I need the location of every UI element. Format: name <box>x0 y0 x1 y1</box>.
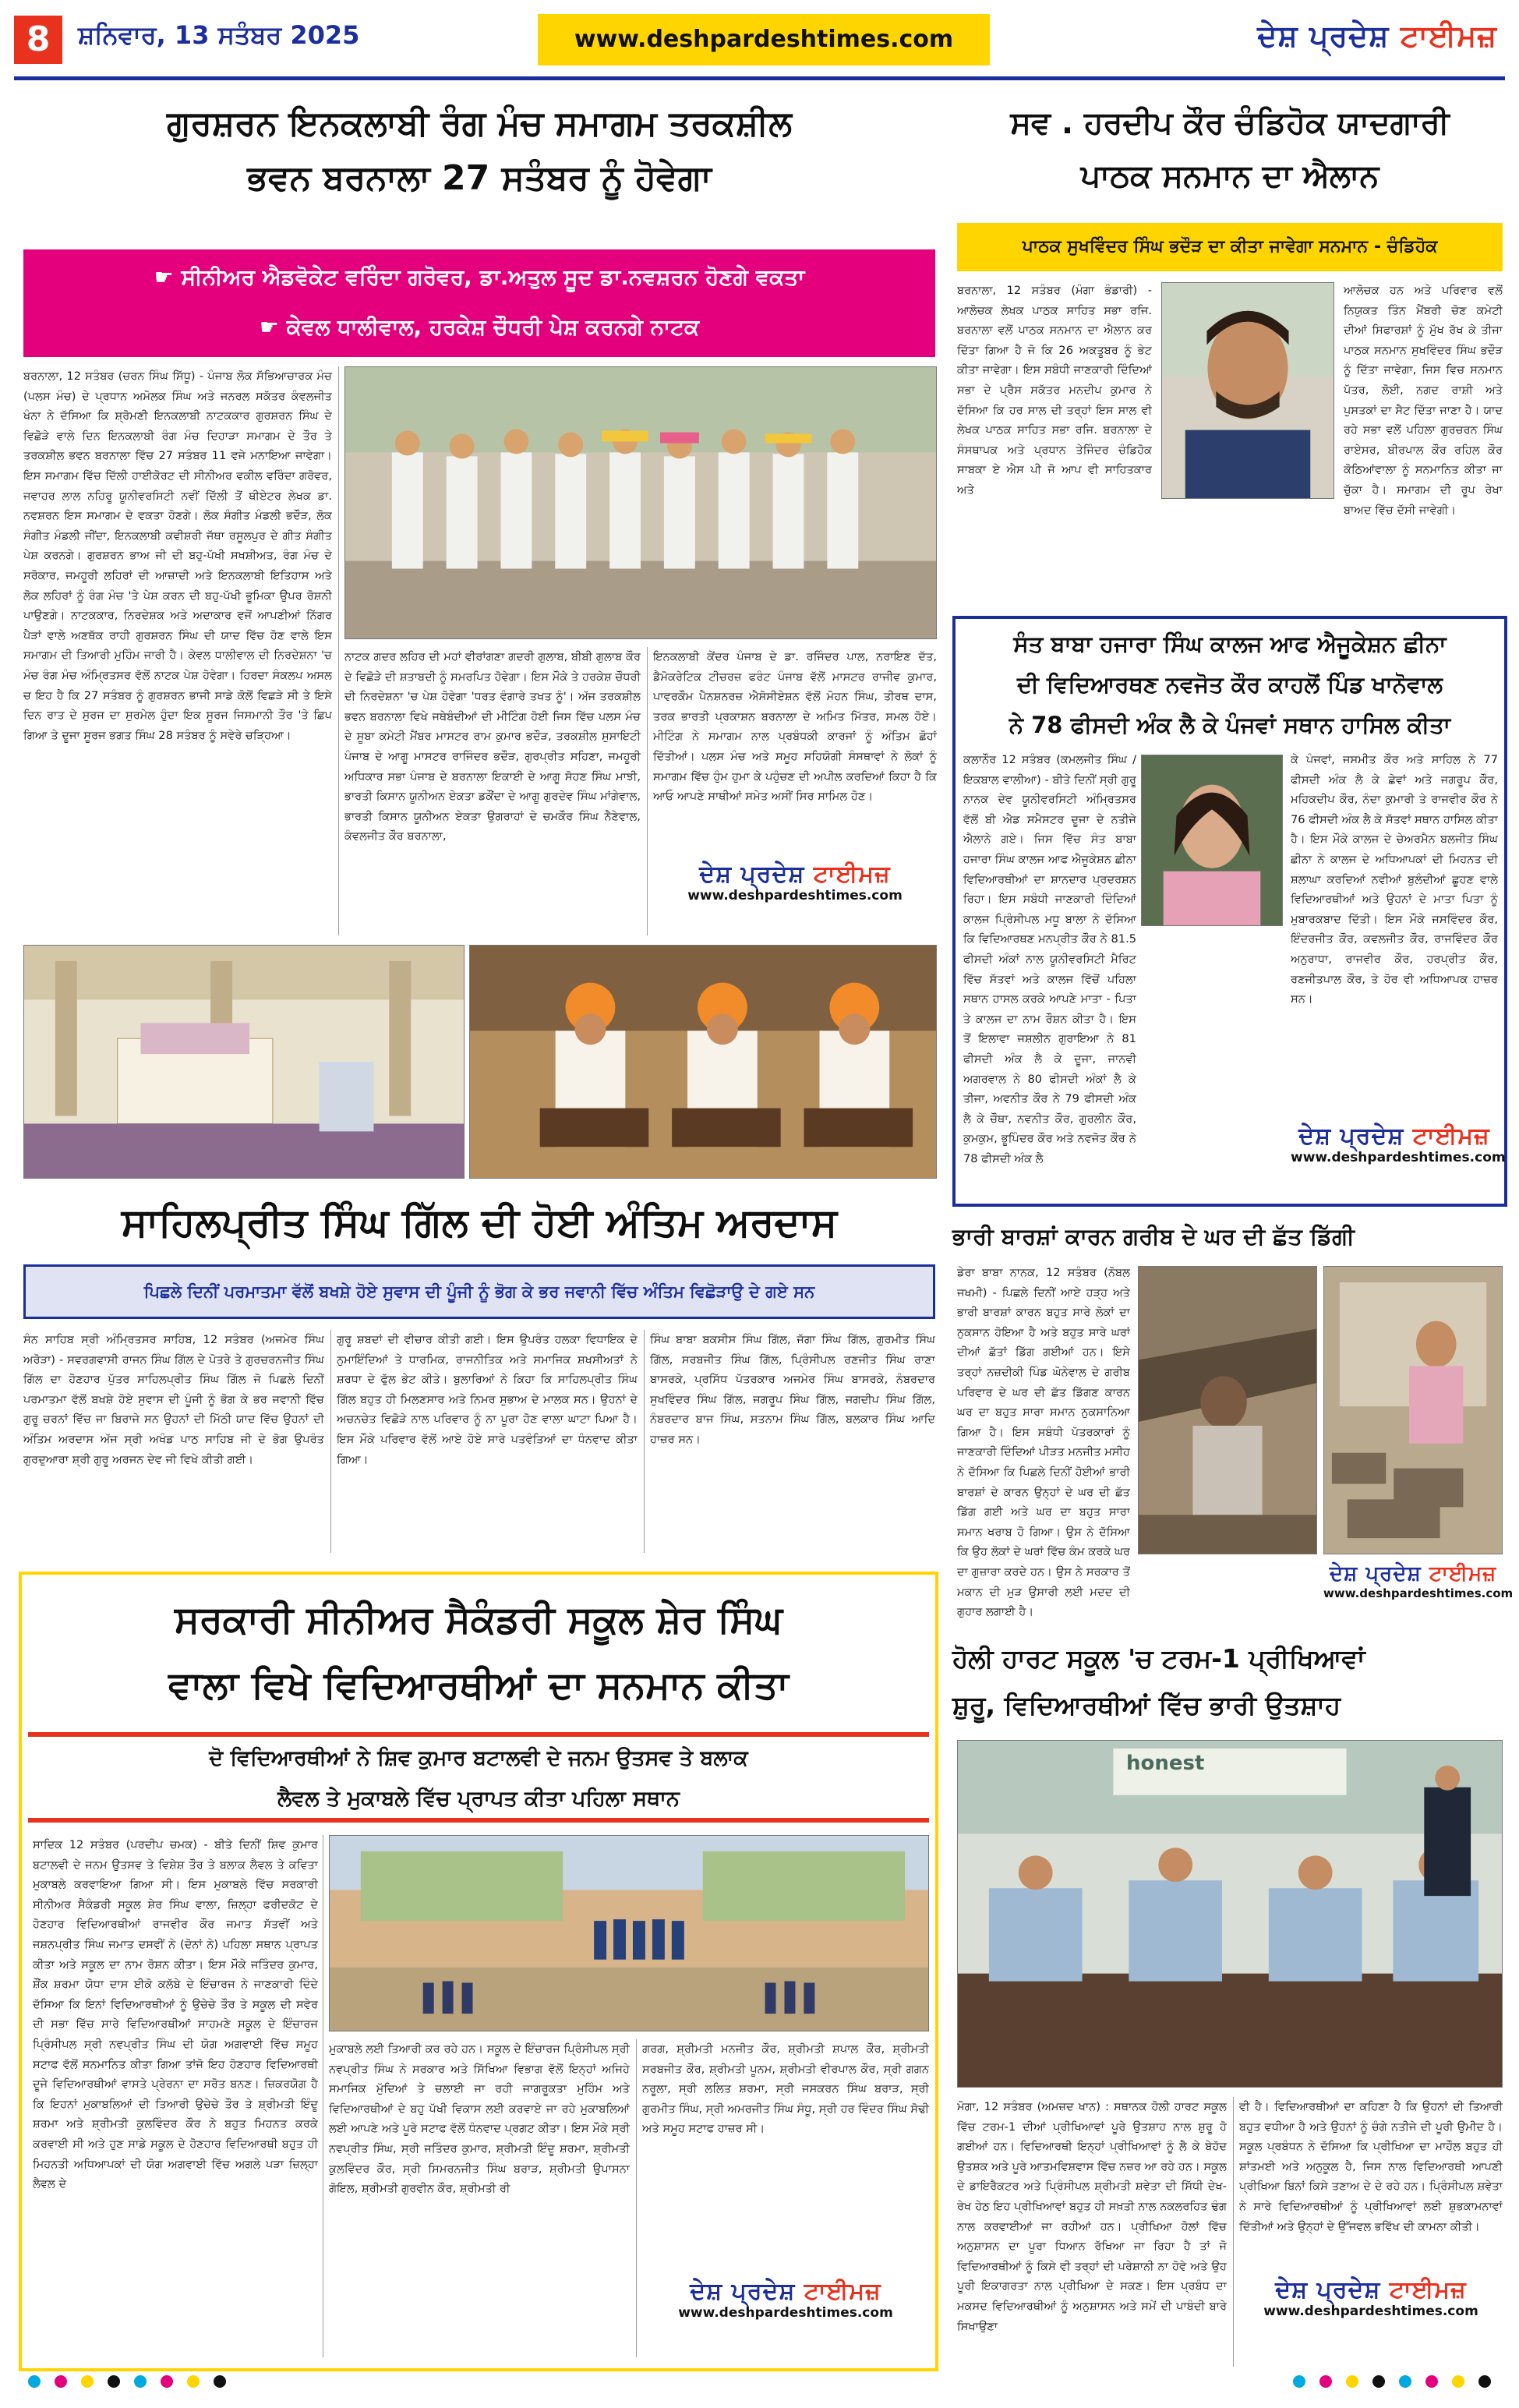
article6-headline-line1: ਸਰਕਾਰੀ ਸੀਨੀਅਰ ਸੈਕੰਡਰੀ ਸਕੂਲ ਸ਼ੇਰ ਸਿੰਘ <box>175 1598 782 1642</box>
masthead-brand <box>1257 19 1497 54</box>
brand-name-part1: ਦੇਸ਼ ਪ੍ਰਦੇਸ਼ <box>1257 19 1390 53</box>
article6-headline <box>28 1587 929 1718</box>
article2-headline-line1: ਸਵ . ਹਰਦੀਪ ਕੌਰ ਚੰਡਿਹੋਕ ਯਾਦਗਾਰੀ <box>1010 105 1450 141</box>
stamp-url[interactable]: www.deshpardeshtimes.com <box>687 888 903 903</box>
article1-column-2: ਨਾਟਕ ਗਦਰ ਲਹਿਰ ਦੀ ਮਹਾਂ ਵੀਰਾਂਗਣਾ ਗਦਰੀ ਗੁਲਾਬ, ਬੀਬੀ ਗੁਲਾਬ ਕੌਰ ਦੇ ਵਿਛੋੜੇ ਦੀ ਸ਼ਤਾਬਦੀ ਨੂੰ ਸਮਰਪਿਤ ਹੋਵੇਗਾ। ਇਸ ਮੌਕੇ ਤੇ ਹਰਕੇਸ਼ ਚੌਧਰੀ ਦੀ ਨਿਰਦੇਸ਼ਨਾ 'ਚ ਪੇਸ਼ ਹੋਵੇਗਾ 'ਧਰਤ ਵੰਗਾਰੇ ਤਖਤ ਨੂੰ'। ਅੱਜ ਤਰਕਸ਼ੀਲ ਭਵਨ ਬਰਨਾਲਾ ਵਿਖੇ ਜਥੇਬੰਦੀਆਂ ਦੀ ਮੀਟਿੰਗ ਹੋਈ ਜਿਸ ਵਿੱਚ ਪਲਸ ਮੰਚ ਦੇ ਸੂਬਾ ਕਮੇਟੀ ਮੈਂਬਰ ਮਾਸਟਰ ਰਾਮ ਕੁਮਾਰ ਭਦੌੜ, ਤਰਕਸ਼ੀਲ ਸੁਸਾਇਟੀ ਪੰਜਾਬ ਦੇ ਆਗੂ ਮਾਸਟਰ ਰਾਜਿੰਦਰ ਭਦੌੜ, ਗੁਰਪ੍ਰੀਤ ਸਹਿਣਾ, ਜਮਹੂਰੀ ਅਧਿਕਾਰ ਸਭਾ ਪੰਜਾਬ ਦੇ ਬਰਨਾਲਾ ਇਕਾਈ ਦੇ ਆਗੂ ਸੋਹਣ ਸਿੰਘ ਮਾਝੀ, ਭਾਰਤੀ ਕਿਸਾਨ ਯੂਨੀਅਨ ਏਕਤਾ ਡਕੌਂਦਾ ਦੇ ਆਗੂ ਗੁਰਦੇਵ ਸਿੰਘ ਮਾਂਗੇਵਾਲ, ਭਾਰਤੀ ਕਿਸਾਨ ਯੂਨੀਅਨ ਏਕਤਾ ਉਗਰਾਹਾਂ ਦੇ ਚਮਕੌਰ ਸਿੰਘ ਨੈਣੇਵਾਲ, ਕੰਵਲਜੀਤ ਕੌਰ ਬਰਨਾਲਾ, <box>344 650 641 843</box>
article5-headline: ਭਾਰੀ ਬਾਰਸ਼ਾਂ ਕਾਰਨ ਗਰੀਬ ਦੇ ਘਰ ਦੀ ਛੱਤ ਡਿੱਗੀ <box>952 1223 1355 1250</box>
article2-kicker: ਪਾਠਕ ਸੁਖਵਿੰਦਰ ਸਿੰਘ ਭਦੌੜ ਦਾ ਕੀਤਾ ਜਾਵੇਗਾ ਸਨਮਾਨ - ਚੰਡਿਹੋਕ <box>957 223 1503 271</box>
article5-column-1: ਡੇਰਾ ਬਾਬਾ ਨਾਨਕ, 12 ਸਤੰਬਰ (ਨੋਬਲ ਜਖਮੀ) - ਪਿਛਲੇ ਦਿਨੀਂ ਆਏ ਹੜ੍ਹ ਅਤੇ ਭਾਰੀ ਬਾਰਸ਼ਾਂ ਕਾਰਨ ਬਹੁਤ ਸਾਰੇ ਲੋਕਾਂ ਦਾ ਨੁਕਸਾਨ ਹੋਇਆ ਹੈ ਅਤੇ ਬਹੁਤ ਸਾਰੇ ਘਰਾਂ ਦੀਆਂ ਛੱਤਾਂ ਡਿੱਗ ਗਈਆਂ ਹਨ। ਇਸੇ ਤਰ੍ਹਾਂ ਨਜ਼ਦੀਕੀ ਪਿੰਡ ਘੋਨੇਵਾਲ ਦੇ ਗਰੀਬ ਪਰਿਵਾਰ ਦੇ ਘਰ ਦੀ ਛੱਤ ਡਿੱਗਣ ਕਾਰਨ ਘਰ ਦਾ ਬਹੁਤ ਸਾਰਾ ਸਮਾਨ ਨੁਕਸਾਨਿਆ ਗਿਆ ਹੈ। ਇਸ ਸਬੰਧੀ ਪੱਤਰਕਾਰਾਂ ਨੂੰ ਜਾਣਕਾਰੀ ਦਿੰਦਿਆਂ ਪੀੜਤ ਮਨਜੀਤ ਮਸੀਹ ਨੇ ਦੱਸਿਆ ਕਿ ਪਿਛਲੇ ਦਿਨੀਂ ਹੋਈਆਂ ਭਾਰੀ ਬਾਰਸ਼ਾਂ ਦੇ ਕਾਰਨ ਉਨ੍ਹਾਂ ਦੇ ਘਰ ਦੀ ਛੱਤ ਡਿੱਗ ਗਈ ਅਤੇ ਘਰ ਦਾ ਬਹੁਤ ਸਾਰਾ ਸਮਾਨ ਖਰਾਬ ਹੋ ਗਿਆ। ਉਸ ਨੇ ਦੱਸਿਆ ਕਿ ਉਹ ਲੋਕਾਂ ਦੇ ਘਰਾਂ ਵਿੱਚ ਕੰਮ ਕਰਕੇ ਘਰ ਦਾ ਗੁਜ਼ਾਰਾ ਕਰਦੇ ਹਨ। ਉਸ ਨੇ ਸਰਕਾਰ ਤੋਂ ਮਕਾਨ ਦੀ ਮੁੜ ਉਸਾਰੀ ਲਈ ਮਦਦ ਦੀ ਗੁਹਾਰ ਲਗਾਈ ਹੈ। <box>957 1266 1130 1619</box>
article2-column-2: ਆਲੋਚਕ ਹਨ ਅਤੇ ਪਰਿਵਾਰ ਵਲੋਂ ਨਿਯੁਕਤ ਤਿੰਨ ਮੈਂਬਰੀ ਚੋਣ ਕਮੇਟੀ ਦੀਆਂ ਸਿਫਾਰਸ਼ਾਂ ਨੂੰ ਮੁੱਖ ਰੱਖ ਕੇ ਤੀਜਾ ਪਾਠਕ ਸਨਮਾਨ ਸੁਖਵਿੰਦਰ ਸਿੰਘ ਭਦੌੜ ਨੂੰ ਦਿੱਤਾ ਜਾਵੇਗਾ, ਜਿਸ ਵਿਚ ਸਨਮਾਨ ਪੱਤਰ, ਲੋਈ, ਨਗਦ ਰਾਸ਼ੀ ਅਤੇ ਪੁਸਤਕਾਂ ਦਾ ਸੈਟ ਦਿੱਤਾ ਜਾਣਾ ਹੈ। ਯਾਦ ਰਹੇ ਸਭਾ ਵਲੋਂ ਪਹਿਲਾ ਗੁਰਚਰਨ ਸਿੰਘ ਰਾਏਸਰ, ਬੀਰਪਾਲ ਕੌਰ ਰਹਿਲ ਕੌਰ ਕੋਠਿਆਂਵਾਲਾ ਨੂੰ ਸਨਮਾਨਿਤ ਕੀਤਾ ਜਾ ਚੁੱਕਾ ਹੈ। ਸਮਾਗਮ ਦੀ ਰੂਪ ਰੇਖਾ ਬਾਅਦ ਵਿੱਚ ਦੱਸੀ ਜਾਵੇਗੀ। <box>1344 284 1503 517</box>
stamp-brand-part2: ਟਾਈਮਜ਼ <box>1429 1562 1497 1586</box>
color-dot <box>187 2375 200 2388</box>
stamp-url[interactable]: www.deshpardeshtimes.com <box>678 2305 893 2321</box>
article6-headline-line2: ਵਾਲਾ ਵਿਖੇ ਵਿਦਿਆਰਥੀਆਂ ਦਾ ਸਨਮਾਨ ਕੀਤਾ <box>168 1664 789 1707</box>
article1-headline <box>23 97 935 206</box>
stamp-brand-part1: ਦੇਸ਼ ਪ੍ਰਦੇਸ਼ <box>1275 2276 1381 2304</box>
masthead-url[interactable]: www.deshpardeshtimes.com <box>538 14 990 65</box>
article6-column-3: ਗਰਗ, ਸ਼੍ਰੀਮਤੀ ਮਨਜੀਤ ਕੌਰ, ਸ਼੍ਰੀਮਤੀ ਸ਼ਪਾਲ ਕੌਰ, ਸ਼੍ਰੀਮਤੀ ਸਰਬਜੀਤ ਕੌਰ, ਸ਼੍ਰੀਮਤੀ ਪੂਨਮ, ਸ਼੍ਰੀਮਤੀ ਵੀਰਪਾਲ ਕੌਰ, ਸ੍ਰੀ ਗਗਨ ਨਰੂਲਾ, ਸ੍ਰੀ ਲਲਿਤ ਸ਼ਰਮਾ, ਸ੍ਰੀ ਜਸਕਰਨ ਸਿੰਘ ਬਰਾੜ, ਸ੍ਰੀ ਗੁਰਮੀਤ ਸਿੰਘ, ਸ੍ਰੀ ਅਮਰਜੀਤ ਸਿੰਘ ਸੰਧੂ, ਸ੍ਰੀ ਹਰ ਵਿੰਦਰ ਸਿੰਘ ਸੋਢੀ ਅਤੇ ਸਮੂਹ ਸਟਾਫ ਹਾਜ਼ਰ ਸੀ। <box>642 2042 929 2136</box>
page-number: 8 <box>14 16 62 64</box>
article4-kicker: ਪਿਛਲੇ ਦਿਨੀਂ ਪਰਮਾਤਮਾ ਵੱਲੋਂ ਬਖਸ਼ੇ ਹੋਏ ਸੁਵਾਸ ਦੀ ਪੂੰਜੀ ਨੂੰ ਭੋਗ ਕੇ ਭਰ ਜਵਾਨੀ ਵਿੱਚ ਅੰਤਿਮ ਵਿਛੋੜਾਉ ਦੇ ਗਏ ਸਨ <box>23 1264 935 1319</box>
article4-column-1: ਸੰਨ ਸਾਹਿਬ ਸ੍ਰੀ ਅੰਮ੍ਰਿਤਸਰ ਸਾਹਿਬ, 12 ਸਤੰਬਰ (ਅਜਮੇਰ ਸਿੰਘ ਅਰੋੜਾ) - ਸਵਰਗਵਾਸੀ ਰਾਜਨ ਸਿੰਘ ਗਿੱਲ ਦੇ ਪੋਤਰੇ ਤੇ ਗੁਰਚਰਨਜੀਤ ਸਿੰਘ ਗਿੱਲ ਦਾ ਹੋਣਹਾਰ ਪੁੱਤਰ ਸਾਹਿਲਪ੍ਰੀਤ ਸਿੰਘ ਗਿੱਲ ਜੋ ਪਿਛਲੇ ਦਿਨੀਂ ਪਰਮਾਤਮਾ ਵੱਲੋਂ ਬਖਸ਼ੇ ਹੋਏ ਸੁਵਾਸ ਦੀ ਪੂੰਜੀ ਨੂੰ ਭੋਗ ਕੇ ਭਰ ਜਵਾਨੀ ਵਿੱਚ ਗੁਰੂ ਚਰਨਾਂ ਵਿੱਚ ਜਾ ਬਿਰਾਜੇ ਸਨ ਉਹਨਾਂ ਦੀ ਮਿੱਠੀ ਯਾਦ ਵਿੱਚ ਉਹਨਾਂ ਦੀ ਅੰਤਿਮ ਅਰਦਾਸ ਅੱਜ ਸ੍ਰੀ ਅਖੰਡ ਪਾਠ ਸਾਹਿਬ ਜੀ ਦੇ ਭੋਗ ਉਪਰੰਤ ਗੁਰਦੁਆਰਾ ਸ਼੍ਰੀ ਗੁਰੂ ਅਰਜਨ ਦੇਵ ਜੀ ਵਿਖੇ ਕੀਤੀ ਗਈ। <box>23 1333 324 1466</box>
article3-headline <box>960 624 1500 745</box>
exam-hall-illustration <box>958 1741 1502 2087</box>
article5-collapsed-roof-photo <box>1138 1266 1317 1554</box>
footer-color-dots-left <box>28 2375 226 2388</box>
article2-column-1: ਬਰਨਾਲਾ, 12 ਸਤੰਬਰ (ਮੰਗਾ ਭੰਡਾਰੀ) - ਆਲੋਚਕ ਲੇਖਕ ਪਾਠਕ ਸਾਹਿਤ ਸਭਾ ਰਜਿ. ਬਰਨਾਲਾ ਵਲੋਂ ਪਾਠਕ ਸਨਮਾਨ ਦਾ ਐਲਾਨ ਕਰ ਦਿੱਤਾ ਗਿਆ ਹੈ ਜੋ ਕਿ 26 ਅਕਤੂਬਰ ਨੂੰ ਭੇਟ ਕੀਤਾ ਜਾਵੇਗਾ। ਇਸ ਸਬੰਧੀ ਜਾਣਕਾਰੀ ਦਿੰਦਿਆਂ ਸਭਾ ਦੇ ਪ੍ਰੈਸ ਸਕੱਤਰ ਮਨਦੀਪ ਕੁਮਾਰ ਨੇ ਦੱਸਿਆ ਕਿ ਹਰ ਸਾਲ ਦੀ ਤਰ੍ਹਾਂ ਇਸ ਸਾਲ ਵੀ ਲੇਖਕ ਪਾਠਕ ਸਾਹਿਤ ਸਭਾ ਰਜਿ. ਬਰਨਾਲਾ ਦੇ ਸੰਸਥਾਪਕ ਅਤੇ ਪ੍ਰਧਾਨ ਤੇਜਿੰਦਰ ਚੰਡਿਹੋਕ ਸਾਬਕਾ ਏ ਐਸ ਪੀ ਜੋ ਆਪ ਵੀ ਸਾਹਿਤਕਾਰ ਅਤੇ <box>957 284 1152 497</box>
column-divider <box>338 366 339 935</box>
article1-column-1: ਬਰਨਾਲਾ, 12 ਸਤੰਬਰ (ਚਰਨ ਸਿੰਘ ਸਿੱਧੂ) - ਪੰਜਾਬ ਲੋਕ ਸੱਭਿਆਚਾਰਕ ਮੰਚ (ਪਲਸ ਮੰਚ) ਦੇ ਪ੍ਰਧਾਨ ਅਮੋਲਕ ਸਿੰਘ ਅਤੇ ਜਨਰਲ ਸਕੱਤਰ ਕੰਵਲਜੀਤ ਖੰਨਾ ਨੇ ਦੱਸਿਆ ਕਿ ਸ਼੍ਰੋਮਣੀ ਇਨਕਲਾਬੀ ਨਾਟਕਕਾਰ ਗੁਰਸ਼ਰਨ ਸਿੰਘ ਦੇ ਵਿਛੋੜੇ ਵਾਲੇ ਦਿਨ ਇਨਕਲਾਬੀ ਰੰਗ ਮੰਚ ਦਿਹਾੜਾ ਸਮਾਗਮ ਦੇ ਤੌਰ ਤੇ ਤਰਕਸ਼ੀਲ ਭਵਨ ਬਰਨਾਲਾ ਵਿੱਚ 27 ਸਤੰਬਰ 11 ਵਜੇ ਮਨਾਇਆ ਜਾਵੇਗਾ। ਇਸ ਸਮਾਗਮ ਵਿੱਚ ਦਿੱਲੀ ਹਾਈਕੋਰਟ ਦੀ ਸੀਨੀਅਰ ਵਕੀਲ ਵਰਿੰਦਾ ਗਰੋਵਰ, ਜਵਾਹਰ ਲਾਲ ਨਹਿਰੂ ਯੂਨੀਵਰਸਿਟੀ ਨਵੀਂ ਦਿੱਲੀ ਤੋਂ ਥੀਏਟਰ ਲੇਖਕ ਡਾ. ਨਵਸ਼ਰਨ ਇਸ ਸਮਾਗਮ ਦੇ ਵਕਤਾ ਹੋਣਗੇ। ਲੋਕ ਸੰਗੀਤ ਮੰਡਲੀ ਭਦੌੜ, ਲੋਕ ਸੰਗੀਤ ਮੰਡਲੀ ਜੀਂਦਾ, ਇਨਕਲਾਬੀ ਕਵੀਸ਼ਰੀ ਜੱਥਾ ਰਸੂਲਪੁਰ ਦੇ ਗੀਤ ਸੰਗੀਤ ਪੇਸ਼ ਕਰਨਗੇ। ਗੁਰਸ਼ਰਨ ਭਾਅ ਜੀ ਦੀ ਬਹੁ-ਪੱਖੀ ਸਖਸ਼ੀਅਤ, ਰੰਗ ਮੰਚ ਦੇ ਸਰੋਕਾਰ, ਜਮਹੂਰੀ ਲਹਿਰਾਂ ਦੀ ਆਜ਼ਾਦੀ ਅਤੇ ਇਨਕਲਾਬੀ ਇਤਿਹਾਸ ਅਤੇ ਲੋਕ ਲਹਿਰਾਂ ਨੂੰ ਰੰਗ ਮੰਚ 'ਤੇ ਪੇਸ਼ ਕਰਨ ਦੀ ਬਹੁ-ਪੱਖੀ ਭੂਮਿਕਾ ਉਪਰ ਰੋਸ਼ਨੀ ਪਾਉਣਗੇ। ਨਾਟਕਕਾਰ, ਨਿਰਦੇਸ਼ਕ ਅਤੇ ਅਦਾਕਾਰ ਵਜੋਂ ਆਪਣੀਆਂ ਨਿੱਗਰ ਪੈੜਾਂ ਵਾਲੇ ਅਣਥੱਕ ਰਾਹੀ ਗੁਰਸ਼ਰਨ ਸਿੰਘ ਦੀ ਯਾਦ ਵਿੱਚ ਹੋਣ ਵਾਲੇ ਇਸ ਸਮਾਗਮ ਦੀ ਤਿਆਰੀ ਮੁਹਿੰਮ ਜਾਰੀ ਹੈ। ਕੇਵਲ ਧਾਲੀਵਾਲ ਦੀ ਨਿਰਦੇਸ਼ਨਾ 'ਚ ਮੰਚ ਰੰਗ ਮੰਚ ਅੰਮ੍ਰਿਤਸਰ ਵੱਲੋਂ ਨਾਟਕ ਪੇਸ਼ ਹੋਵੇਗਾ। ਹਿਰਦਾ ਸੰਕਲਪ ਅਸਲ ਚ ਇਹ ਹੈ ਕਿ 27 ਸਤੰਬਰ ਨੂੰ ਗੁਰਸ਼ਰਨ ਭਾਜੀ ਸਾਡੇ ਕੋਲੋਂ ਵਿਛੜੇ ਸੀ ਤੇ ਇਸੇ ਦਿਨ ਰਾਤ ਦੇ ਸੁਰਜ ਦਾ ਸੁਰਮੇਲ ਹੁੰਦਾ ਇਕ ਸੂਰਜ ਜਿਸਮਾਨੀ ਤੌਰ 'ਤੇ ਛਿਪ ਗਿਆ ਤੇ ਦੂਜਾ ਸੂਰਜ ਭਗਤ ਸਿੰਘ 28 ਸਤੰਬਰ ਨੂੰ ਸਵੇਰੇ ਚੜ੍ਹਿਆ। <box>23 370 332 742</box>
article1-group-photo <box>344 366 937 639</box>
color-dot <box>134 2375 147 2388</box>
article6-kicker-line2: ਲੈਵਲ ਤੇ ਮੁਕਾਬਲੇ ਵਿੱਚ ਪ੍ਰਾਪਤ ਕੀਤਾ ਪਹਿਲਾ ਸਥਾਨ <box>277 1787 680 1811</box>
masthead-rule <box>14 76 1505 80</box>
article7-column-2: ਵੀ ਹੈ। ਵਿਦਿਆਰਥੀਆਂ ਦਾ ਕਹਿਣਾ ਹੈ ਕਿ ਉਹਨਾਂ ਦੀ ਤਿਆਰੀ ਬਹੁਤ ਵਧੀਆ ਹੈ ਅਤੇ ਉਹਨਾਂ ਨੂੰ ਚੰਗੇ ਨਤੀਜੇ ਦੀ ਪੂਰੀ ਉਮੀਦ ਹੈ। ਸਕੂਲ ਪ੍ਰਬੰਧਨ ਨੇ ਦੱਸਿਆ ਕਿ ਪ੍ਰੀਖਿਆ ਦਾ ਮਾਹੌਲ ਬਹੁਤ ਹੀ ਸ਼ਾਂਤਮਈ ਅਤੇ ਅਨੁਕੂਲ ਹੈ, ਜਿਸ ਨਾਲ ਵਿਦਿਆਰਥੀ ਆਪਣੀ ਪ੍ਰੀਖਿਆ ਬਿਨਾਂ ਕਿਸੇ ਤਣਾਅ ਦੇ ਦੇ ਰਹੇ ਹਨ। ਪ੍ਰਿੰਸੀਪਲ ਸ਼ਵੇਤਾ ਨੇ ਸਾਰੇ ਵਿਦਿਆਰਥੀਆਂ ਨੂੰ ਪ੍ਰੀਖਿਆਵਾਂ ਲਈ ਸ਼ੁਭਕਾਮਨਾਵਾਂ ਦਿੱਤੀਆਂ ਅਤੇ ਉਨ੍ਹਾਂ ਦੇ ਉੱਜਵਲ ਭਵਿੱਖ ਦੀ ਕਾਮਨਾ ਕੀਤੀ। <box>1239 2100 1503 2233</box>
column-divider <box>330 1330 331 1553</box>
article3-column-1: ਕਲਾਨੌਰ 12 ਸਤੰਬਰ (ਕਮਲਜੀਤ ਸਿੰਘ / ਇਕਬਾਲ ਵਾਲੀਆ) - ਬੀਤੇ ਦਿਨੀਂ ਸ੍ਰੀ ਗੁਰੂ ਨਾਨਕ ਦੇਵ ਯੂਨੀਵਰਸਿਟੀ ਅੰਮ੍ਰਿਤਸਰ ਵੱਲੋਂ ਬੀ ਐਡ ਸਮੈਸਟਰ ਦੂਜਾ ਦੇ ਨਤੀਜੇ ਐਲਾਨੇ ਗਏ। ਜਿਸ ਵਿੱਚ ਸੰਤ ਬਾਬਾ ਹਜਾਰਾ ਸਿੰਘ ਕਾਲਜ ਆਫ ਐਜੂਕੇਸ਼ਨ ਛੀਨਾ ਵਿਦਿਆਰਥੀਆਂ ਦਾ ਸ਼ਾਨਦਾਰ ਪ੍ਰਦਰਸ਼ਨ ਰਿਹਾ। ਇਸ ਸਬੰਧੀ ਜਾਣਕਾਰੀ ਦਿੰਦਿਆਂ ਕਾਲਜ ਪ੍ਰਿੰਸੀਪਲ ਮਧੂ ਬਾਲਾ ਨੇ ਦੱਸਿਆ ਕਿ ਵਿਦਿਆਰਥਣ ਮਨਪ੍ਰੀਤ ਕੌਰ ਨੇ 81.5 ਫੀਸਦੀ ਅੰਕਾਂ ਨਾਲ ਯੂਨੀਵਰਸਿਟੀ ਮੈਰਿਟ ਵਿੱਚ ਸੱਤਵਾਂ ਅਤੇ ਕਾਲਜ ਵਿੱਚੋਂ ਪਹਿਲਾ ਸਥਾਨ ਹਾਸਲ ਕਰਕੇ ਆਪਣੇ ਮਾਤਾ - ਪਿਤਾ ਤੇ ਕਾਲਜ ਦਾ ਨਾਮ ਰੌਸ਼ਨ ਕੀਤਾ ਹੈ। ਇਸ ਤੋਂ ਇਲਾਵਾ ਜਸ਼ਲੀਨ ਗੁਰਾਇਆ ਨੇ 81 ਫੀਸਦੀ ਅੰਕ ਲੈ ਕੇ ਦੂਜਾ, ਜਾਨਵੀ ਅਗਰਵਾਲ ਨੇ 80 ਫੀਸਦੀ ਅੰਕਾਂ ਲੈ ਕੇ ਤੀਜਾ, ਅਵਨੀਤ ਕੌਰ ਨੇ 79 ਫੀਸਦੀ ਅੰਕ ਲੈ ਕੇ ਚੌਥਾ, ਨਵਨੀਤ ਕੌਰ, ਗੁਰਲੀਨ ਕੌਰ, ਕੁਮਕੁਮ, ਭੂਪਿੰਦਰ ਕੌਰ ਅਤੇ ਨਵਜੋਤ ਕੌਰ ਨੇ 78 ਫੀਸਦੀ ਅੰਕ ਲੈ <box>963 753 1136 1165</box>
article7-headline-line1: ਹੋਲੀ ਹਾਰਟ ਸਕੂਲ 'ਚ ਟਰਮ-1 ਪ੍ਰੀਖਿਆਵਾਂ <box>952 1643 1365 1674</box>
article7-headline <box>952 1635 1507 1729</box>
collapsed-roof-illustration <box>1139 1267 1316 1554</box>
color-dot <box>1452 2375 1464 2388</box>
article1-headline-line1: ਗੁਰਸ਼ਰਨ ਇਨਕਲਾਬੀ ਰੰਗ ਮੰਚ ਸਮਾਗਮ ਤਰਕਸ਼ੀਲ <box>166 104 793 143</box>
color-dot <box>108 2375 120 2388</box>
color-dot <box>81 2375 94 2388</box>
article4-column-3: ਸਿੰਘ ਬਾਬਾ ਬਕਸੀਸ ਸਿੰਘ ਗਿੱਲ, ਜੱਗਾ ਸਿੰਘ ਗਿੱਲ, ਗੁਰਮੀਤ ਸਿੰਘ ਗਿੱਲ, ਸਰਬਜੀਤ ਸਿੰਘ ਗਿੱਲ, ਪ੍ਰਿੰਸੀਪਲ ਰਣਜੀਤ ਸਿੰਘ ਰਾਣਾ ਬਾਸਰਕੇ, ਪ੍ਰਸਿੱਧ ਪੱਤਰਕਾਰ ਅਜਮੇਰ ਸਿੰਘ ਬਾਸਰਕੇ, ਨੰਬਰਦਾਰ ਸੁਖਵਿੰਦਰ ਸਿੰਘ ਗਿੱਲ, ਜਗਰੂਪ ਸਿੰਘ ਗਿੱਲ, ਜਗਦੀਪ ਸਿੰਘ ਗਿੱਲ, ਨੰਬਰਦਾਰ ਬਾਜ ਸਿੰਘ, ਸਤਨਾਮ ਸਿੰਘ ਗਿੱਲ, ਬਲਕਾਰ ਸਿੰਘ ਆਦਿ ਹਾਜ਼ਰ ਸਨ। <box>650 1333 935 1446</box>
article4-headline: ਸਾਹਿਲਪ੍ਰੀਤ ਸਿੰਘ ਗਿੱਲ ਦੀ ਹੋਈ ਅੰਤਿਮ ਅਰਦਾਸ <box>121 1200 838 1245</box>
portrait-illustration <box>1162 283 1334 498</box>
color-dot <box>1425 2375 1438 2388</box>
column-divider <box>647 647 648 935</box>
article3-headline-line3: ਨੇ 78 ਫੀਸਦੀ ਅੰਕ ਲੈ ਕੇ ਪੰਜਵਾਂ ਸਥਾਨ ਹਾਸਿਲ ਕੀਤਾ <box>1009 712 1451 738</box>
article4-gurdwara-photo <box>23 945 465 1179</box>
article4-column-2: ਗੁਰੂ ਸ਼ਬਦਾਂ ਦੀ ਵੀਚਾਰ ਕੀਤੀ ਗਈ। ਇਸ ਉਪਰੰਤ ਹਲਕਾ ਵਿਧਾਇਕ ਦੇ ਨੁਮਾਇੰਦਿਆਂ ਤੇ ਧਾਰਮਿਕ, ਰਾਜਨੀਤਿਕ ਅਤੇ ਸਮਾਜਿਕ ਸ਼ਖਸੀਅਤਾਂ ਨੇ ਸ਼ਰਧਾ ਦੇ ਫੁੱਲ ਭੇਟ ਕੀਤੇ। ਬੁਲਾਰਿਆਂ ਨੇ ਕਿਹਾ ਕਿ ਸਾਹਿਲਪ੍ਰੀਤ ਸਿੰਘ ਗਿੱਲ ਬਹੁਤ ਹੀ ਮਿਲਣਸਾਰ ਅਤੇ ਨਿਮਰ ਸੁਭਾਅ ਦੇ ਮਾਲਕ ਸਨ। ਉਹਨਾਂ ਦੇ ਅਚਨਚੇਤ ਵਿਛੋੜੇ ਨਾਲ ਪਰਿਵਾਰ ਨੂੰ ਨਾ ਪੂਰਾ ਹੋਣ ਵਾਲਾ ਘਾਟਾ ਪਿਆ ਹੈ। ਇਸ ਮੌਕੇ ਪਰਿਵਾਰ ਵੱਲੋਂ ਆਏ ਹੋਏ ਸਾਰੇ ਪਤਵੰਤਿਆਂ ਦਾ ਧੰਨਵਾਦ ਕੀਤਾ ਗਿਆ। <box>337 1333 638 1466</box>
article7-headline-line2: ਸ਼ੁਰੂ, ਵਿਦਿਆਰਥੀਆਂ ਵਿੱਚ ਭਾਰੀ ਉਤਸ਼ਾਹ <box>952 1690 1341 1720</box>
color-dot <box>1478 2375 1491 2388</box>
color-dot <box>55 2375 67 2388</box>
brand-stamp <box>1323 1562 1514 1625</box>
brand-stamp <box>642 2278 929 2356</box>
article1-kicker-line2: ☛ ਕੇਵਲ ਧਾਲੀਵਾਲ, ਹਰਕੇਸ਼ ਚੌਧਰੀ ਪੇਸ਼ ਕਰਨਗੇ ਨਾਟਕ <box>259 314 700 340</box>
article4-kirtan-photo <box>469 945 937 1179</box>
article6-kicker-line1: ਦੋ ਵਿਦਿਆਰਥੀਆਂ ਨੇ ਸ਼ਿਵ ਕੁਮਾਰ ਬਟਾਲਵੀ ਦੇ ਜਨਮ ਉਤਸਵ ਤੇ ਬਲਾਕ <box>209 1746 748 1770</box>
footer-color-dots-right <box>1293 2375 1491 2388</box>
color-dot <box>1372 2375 1385 2388</box>
article3-student-photo <box>1141 755 1283 926</box>
brand-stamp <box>1239 2276 1503 2354</box>
article2-headline-line2: ਪਾਠਕ ਸਨਮਾਨ ਦਾ ਐਲਾਨ <box>1080 158 1379 194</box>
stamp-brand-part2: ਟਾਈਮਜ਼ <box>1389 2276 1467 2304</box>
article3-headline-line1: ਸੰਤ ਬਾਬਾ ਹਜਾਰਾ ਸਿੰਘ ਕਾਲਜ ਆਫ ਐਜੂਕੇਸ਼ਨ ਛੀਨਾ <box>1013 631 1447 657</box>
stamp-brand-part1: ਦੇਸ਼ ਪ੍ਰਦੇਸ਼ <box>699 861 805 888</box>
stamp-url[interactable]: www.deshpardeshtimes.com <box>1263 2304 1478 2319</box>
color-dot <box>1319 2375 1332 2388</box>
article7-column-1: ਮੋਗਾ, 12 ਸਤੰਬਰ (ਅਮਜ਼ਦ ਖਾਨ) : ਸਥਾਨਕ ਹੋਲੀ ਹਾਰਟ ਸਕੂਲ ਵਿੱਚ ਟਰਮ-1 ਦੀਆਂ ਪ੍ਰੀਖਿਆਵਾਂ ਪੂਰੇ ਉਤਸ਼ਾਹ ਨਾਲ ਸ਼ੁਰੂ ਹੋ ਗਈਆਂ ਹਨ। ਵਿਦਿਆਰਥੀ ਇਨ੍ਹਾਂ ਪ੍ਰੀਖਿਆਵਾਂ ਨੂੰ ਲੈ ਕੇ ਬੇਹੱਦ ਉਤਸ਼ਕ ਅਤੇ ਪੂਰੇ ਆਤਮਵਿਸ਼ਵਾਸ ਵਿੱਚ ਨਜ਼ਰ ਆ ਰਹੇ ਹਨ। ਸਕੂਲ ਦੇ ਡਾਇਰੈਕਟਰ ਅਤੇ ਪ੍ਰਿੰਸੀਪਲ ਸ਼੍ਰੀਮਤੀ ਸ਼ਵੇਤਾ ਦੀ ਸਿੱਧੀ ਦੇਖ-ਰੇਖ ਹੇਠ ਇਹ ਪ੍ਰੀਖਿਆਵਾਂ ਬਹੁਤ ਹੀ ਸਖ਼ਤੀ ਨਾਲ ਨਕਲਰਹਿਤ ਢੰਗ ਨਾਲ ਕਰਵਾਈਆਂ ਜਾ ਰਹੀਆਂ ਹਨ। ਪ੍ਰੀਖਿਆ ਹੋਲਾਂ ਵਿੱਚ ਅਨੁਸ਼ਾਸਨ ਦਾ ਪੂਰਾ ਧਿਆਨ ਰੱਖਿਆ ਜਾ ਰਿਹਾ ਹੈ ਤਾਂ ਜੋ ਵਿਦਿਆਰਥੀਆਂ ਨੂੰ ਕਿਸੇ ਵੀ ਤਰ੍ਹਾਂ ਦੀ ਪਰੇਸ਼ਾਨੀ ਨਾ ਹੋਵੇ ਅਤੇ ਉਹ ਪੂਰੀ ਇਕਾਗਰਤਾ ਨਾਲ ਪ੍ਰੀਖਿਆ ਦੇ ਸਕਣ। ਇਸ ਪ੍ਰਬੰਧ ਦਾ ਮਕਸਦ ਵਿਦਿਆਰਥੀਆਂ ਨੂੰ ਅਨੁਸ਼ਾਸਨ ਅਤੇ ਸਮੇਂ ਦੀ ਪਾਬੰਦੀ ਬਾਰੇ ਸਿਖਾਉਣਾ <box>957 2100 1227 2333</box>
color-dot <box>214 2375 226 2388</box>
article3-headline-line2: ਦੀ ਵਿਦਿਆਰਥਣ ਨਵਜੋਤ ਕੌਰ ਕਾਹਲੋਂ ਪਿੰਡ ਖਾਨੋਵਾਲ <box>1016 671 1443 698</box>
stamp-brand-part1: ਦੇਸ਼ ਪ੍ਰਦੇਸ਼ <box>1298 1123 1404 1150</box>
brand-name-part2: ਟਾਈਮਜ਼ <box>1400 19 1497 53</box>
masthead-date: ਸ਼ਨਿਵਾਰ, 13 ਸਤੰਬਰ 2025 <box>78 20 360 50</box>
student-portrait-illustration <box>1142 755 1282 925</box>
article7-photo-wall-text: honest <box>1126 1752 1205 1775</box>
stamp-brand-part2: ਟਾਈਮਜ਼ <box>1412 1123 1490 1150</box>
stamp-brand-part2: ਟਾਈਮਜ਼ <box>813 861 891 888</box>
gurdwara-interior-illustration <box>24 946 464 1178</box>
stamp-url[interactable]: www.deshpardeshtimes.com <box>1291 1150 1506 1165</box>
brand-stamp <box>1291 1123 1506 1197</box>
brand-stamp <box>653 861 937 939</box>
color-dot <box>1293 2375 1305 2388</box>
column-divider <box>644 1330 645 1553</box>
article1-kicker <box>23 249 935 357</box>
article3-column-2: ਕੇ ਪੰਜਵਾਂ, ਜਸਮੀਤ ਕੌਰ ਅਤੇ ਸਾਹਿਲ ਨੇ 77 ਫੀਸਦੀ ਅੰਕ ਲੈ ਕੇ ਛੇਵਾਂ ਅਤੇ ਜਗਰੂਪ ਕੌਰ, ਮਹਿਕਦੀਪ ਕੌਰ, ਨੰਦਾ ਕੁਮਾਰੀ ਤੇ ਰਾਜਵੀਰ ਕੌਰ ਨੇ 76 ਫੀਸਦੀ ਅੰਕ ਲੈ ਕੇ ਸੱਤਵਾਂ ਸਥਾਨ ਹਾਸਿਲ ਕੀਤਾ ਹੈ। ਇਸ ਮੌਕੇ ਕਾਲਜ ਦੇ ਚੇਅਰਮੈਨ ਬਲਜੀਤ ਸਿੰਘ ਛੀਨਾ ਨੇ ਕਾਲਜ ਦੇ ਅਧਿਆਪਕਾਂ ਦੀ ਮਿਹਨਤ ਦੀ ਸ਼ਲਾਘਾ ਕਰਦਿਆਂ ਨਵੀਆਂ ਬੁਲੰਦੀਆਂ ਛੂਹਣ ਵਾਲੇ ਵਿਦਿਆਰਥੀਆਂ ਅਤੇ ਉਹਨਾਂ ਦੇ ਮਾਤਾ ਪਿਤਾ ਨੂੰ ਮੁਬਾਰਕਬਾਦ ਦਿੱਤੀ। ਇਸ ਮੌਕੇ ਜਸਵਿੰਦਰ ਕੌਰ, ਇੰਦਰਜੀਤ ਕੌਰ, ਕਵਲਜੀਤ ਕੌਰ, ਰਾਜਵਿੰਦਰ ਕੌਰ ਅਨੁਰਾਧਾ, ਰਾਜਵੀਰ ਕੌਰ, ਹਰਪ੍ਰੀਤ ਕੌਰ, ਰਣਜੀਤਪਾਲ ਕੌਰ, ਤੇ ਹੋਰ ਵੀ ਅਧਿਆਪਕ ਹਾਜ਼ਰ ਸਨ। <box>1291 753 1498 1006</box>
column-divider <box>1233 2097 1234 2367</box>
stamp-brand-part1: ਦੇਸ਼ ਪ੍ਰਦੇਸ਼ <box>1329 1562 1422 1586</box>
article6-column-1: ਸਾਦਿਕ 12 ਸਤੰਬਰ (ਪਰਦੀਪ ਚਮਕ) - ਬੀਤੇ ਦਿਨੀਂ ਸ਼ਿਵ ਕੁਮਾਰ ਬਟਾਲਵੀ ਦੇ ਜਨਮ ਉਤਸਵ ਤੇ ਵਿਸ਼ੇਸ਼ ਤੌਰ ਤੇ ਬਲਾਕ ਲੈਵਲ ਤੇ ਕਵਿਤਾ ਮੁਕਾਬਲੇ ਕਰਵਾਇਆ ਗਿਆ ਸੀ। ਇਸ ਮੁਕਾਬਲੇ ਵਿੱਚ ਸਰਕਾਰੀ ਸੀਨੀਅਰ ਸੈਕੰਡਰੀ ਸਕੂਲ ਸ਼ੇਰ ਸਿੰਘ ਵਾਲਾ, ਜ਼ਿਲ੍ਹਾ ਫਰੀਦਕੋਟ ਦੇ ਹੋਣਹਾਰ ਵਿਦਿਆਰਥੀਆਂ ਰਾਜਵੀਰ ਕੌਰ ਜਮਾਤ ਸੱਤਵੀਂ ਅਤੇ ਜਸ਼ਨਪ੍ਰੀਤ ਸਿੰਘ ਜਮਾਤ ਦਸਵੀਂ ਨੇ (ਦੋਨਾਂ ਨੇ) ਪਹਿਲਾ ਸਥਾਨ ਪ੍ਰਾਪਤ ਕੀਤਾ ਅਤੇ ਸਕੂਲ ਦਾ ਨਾਮ ਰੋਸ਼ਨ ਕੀਤਾ। ਇਸ ਮੌਕੇ ਜਤਿੰਦਰ ਕੁਮਾਰ, ਸ਼ੌਂਕ ਸ਼ਰਮਾ ਯੋਧਾ ਦਾਸ ਈਕੋ ਕਲੱਬੇ ਦੇ ਇੰਚਾਰਜ ਨੇ ਜਾਣਕਾਰੀ ਦਿੰਦੇ ਦੱਸਿਆ ਕਿ ਇਨਾਂ ਵਿਦਿਆਰਥੀਆਂ ਨੂੰ ਉਚੇਚੇ ਤੌਰ ਤੇ ਸਕੂਲ ਦੀ ਸਵੇਰ ਦੀ ਸਭਾ ਵਿੱਚ ਸਾਰੇ ਵਿਦਿਆਰਥੀਆਂ ਸਾਹਮਣੇ ਸਕੂਲ ਦੇ ਇੰਚਾਰਜ ਪ੍ਰਿੰਸੀਪਲ ਸ੍ਰੀ ਨਵਪ੍ਰੀਤ ਸਿੰਘ ਦੀ ਯੋਗ ਅਗਵਾਈ ਵਿੱਚ ਸਮੂਹ ਸਟਾਫ ਵੱਲੋਂ ਸਨਮਾਨਿਤ ਕੀਤਾ ਗਿਆ ਤਾਂਜੋ ਇਹ ਹੋਣਹਾਰ ਵਿਦਿਆਰਥੀ ਦੂਜੇ ਵਿਦਿਆਰਥੀਆਂ ਵਾਸਤੇ ਪ੍ਰੇਰਨਾ ਦਾ ਸਰੋਤ ਬਨਣ। ਜ਼ਿਕਰਯੋਗ ਹੈ ਕਿ ਇਹਨਾਂ ਮੁਕਾਬਲਿਆਂ ਦੀ ਤਿਆਰੀ ਉਚੇਚੇ ਤੌਰ ਤੇ ਸ਼੍ਰੀਮਤੀ ਇੰਦੂ ਸ਼ਰਮਾ ਅਤੇ ਸ਼੍ਰੀਮਤੀ ਕੁਲਵਿੰਦਰ ਕੌਰ ਨੇ ਬਹੁਤ ਮਿਹਨਤ ਕਰਕੇ ਕਰਵਾਈ ਸੀ ਅਤੇ ਹੁਣ ਸਾਡੇ ਸਕੂਲ ਦੇ ਹੋਣਹਾਰ ਵਿਦਿਆਰਥੀ ਬਹੁਤ ਹੀ ਮਿਹਨਤੀ ਅਧਿਆਪਕਾਂ ਦੀ ਯੋਗ ਅਗਵਾਈ ਵਿੱਚ ਅਗਲੇ ਪੜਾ ਜ਼ਿਲ੍ਹਾ ਲੈਵਲ ਦੇ <box>33 1838 318 2191</box>
article2-headline <box>957 97 1503 203</box>
stamp-brand-part1: ਦੇਸ਼ ਪ੍ਰਦੇਸ਼ <box>690 2278 796 2305</box>
color-dot <box>161 2375 173 2388</box>
stamp-brand-part2: ਟਾਈਮਜ਼ <box>804 2278 881 2305</box>
article1-headline-line2: ਭਵਨ ਬਰਨਾਲਾ 27 ਸਤੰਬਰ ਨੂੰ ਹੋਵੇਗਾ <box>247 158 712 198</box>
article6-column-2: ਮੁਕਾਬਲੇ ਲਈ ਤਿਆਰੀ ਕਰ ਰਹੇ ਹਨ। ਸਕੂਲ ਦੇ ਇੰਚਾਰਜ ਪ੍ਰਿੰਸੀਪਲ ਸ੍ਰੀ ਨਵਪ੍ਰੀਤ ਸਿੰਘ ਨੇ ਸਰਕਾਰ ਅਤੇ ਸਿੱਖਿਆ ਵਿਭਾਗ ਵੱਲੋਂ ਇਨ੍ਹਾਂ ਅਜਿਹੇ ਸਮਾਜਿਕ ਮੁੱਦਿਆਂ ਤੇ ਚਲਾਈ ਜਾ ਰਹੀ ਜਾਗਰੂਕਤਾ ਮੁਹਿੰਮ ਅਤੇ ਵਿਦਿਆਰਥੀਆਂ ਦੇ ਬਹੁ ਪੱਖੀ ਵਿਕਾਸ ਲਈ ਕਰਵਾਏ ਜਾ ਰਹੇ ਮੁਕਾਬਲਿਆਂ ਲਈ ਆਪਣੇ ਅਤੇ ਪੂਰੇ ਸਟਾਫ ਵੱਲੋਂ ਧੰਨਵਾਦ ਪ੍ਰਗਟ ਕੀਤਾ। ਇਸ ਮੌਕੇ ਸ੍ਰੀ ਨਵਪ੍ਰੀਤ ਸਿੰਘ, ਸ੍ਰੀ ਜਤਿੰਦਰ ਕੁਮਾਰ, ਸ਼੍ਰੀਮਤੀ ਇੰਦੂ ਸ਼ਰਮਾ, ਸ਼੍ਰੀਮਤੀ ਕੁਲਵਿੰਦਰ ਕੌਰ, ਸ੍ਰੀ ਸਿਮਰਨਜੀਤ ਸਿੰਘ ਬਰਾੜ, ਸ਼੍ਰੀਮਤੀ ਉਪਾਸਨਾ ਗੋਇਲ, ਸ਼੍ਰੀਮਤੀ ਗੁਰਵੀਨ ਕੌਰ, ਸ਼੍ਰੀਮਤੀ ਰੀ <box>329 2042 630 2196</box>
color-dot <box>1346 2375 1358 2388</box>
rubble-illustration <box>1324 1267 1502 1554</box>
article6-school-photo <box>329 1835 929 2031</box>
kirtan-illustration <box>470 946 936 1178</box>
group-photo-illustration <box>345 367 936 638</box>
article6-kicker <box>28 1732 929 1823</box>
color-dot <box>1399 2375 1411 2388</box>
article1-kicker-line1: ☛ ਸੀਨੀਅਰ ਐਡਵੋਕੇਟ ਵਰਿੰਦਾ ਗਰੋਵਰ, ਡਾ.ਅਤੁਲ ਸੂਦ ਡਾ.ਨਵਸ਼ਰਨ ਹੋਣਗੇ ਵਕਤਾ <box>154 264 805 290</box>
article1-column-3: ਇਨਕਲਾਬੀ ਕੇਂਦਰ ਪੰਜਾਬ ਦੇ ਡਾ. ਰਜਿੰਦਰ ਪਾਲ, ਨਰਾਇਣ ਦੱਤ, ਡੈਮੋਕਰੇਟਿਕ ਟੀਚਰਜ਼ ਫਰੰਟ ਪੰਜਾਬ ਵੱਲੋਂ ਮਾਸਟਰ ਰਾਜੀਵ ਕੁਮਾਰ, ਪਾਵਰਕੌਮ ਪੈਨਸ਼ਨਰਜ਼ ਐਸੋਸੀਏਸ਼ਨ ਵੱਲੋਂ ਮੋਹਨ ਸਿੰਘ, ਤੀਰਥ ਦਾਸ, ਤਰਕ ਭਾਰਤੀ ਪ੍ਰਕਾਸ਼ਨ ਬਰਨਾਲਾ ਦੇ ਅਮਿਤ ਮਿੱਤਰ, ਸਮਲ ਹੋਏ। ਮੀਟਿੰਗ ਨੇ ਸਮਾਗਮ ਨਾਲ ਪ੍ਰਬੰਧਕੀ ਕਾਰਜਾਂ ਨੂੰ ਅੰਤਿਮ ਛੋਹਾਂ ਦਿੱਤੀਆਂ। ਪਲਸ ਮੰਚ ਅਤੇ ਸਮੂਹ ਸਹਿਯੋਗੀ ਸੰਸਥਾਵਾਂ ਨੇ ਲੋਕਾਂ ਨੂੰ ਸਮਾਗਮ ਵਿੱਚ ਹੁੰਮ ਹੁਮਾ ਕੇ ਪਹੁੰਚਣ ਦੀ ਅਪੀਲ ਕਰਦਿਆਂ ਕਿਹਾ ਹੈ ਕਿ ਆਓ ਆਪਣੇ ਸਾਥੀਆਂ ਸਮੇਤ ਅਸੀਂ ਸਿਰ ਸਾਮਿਲ ਹੋਣ। <box>653 650 937 804</box>
article2-portrait-photo <box>1161 282 1334 499</box>
color-dot <box>28 2375 41 2388</box>
column-divider <box>636 2039 637 2357</box>
school-assembly-illustration <box>330 1836 928 2031</box>
stamp-url[interactable]: www.deshpardeshtimes.com <box>1323 1586 1514 1600</box>
article7-exam-photo <box>957 1740 1503 2088</box>
article5-damage-photo <box>1323 1266 1503 1554</box>
